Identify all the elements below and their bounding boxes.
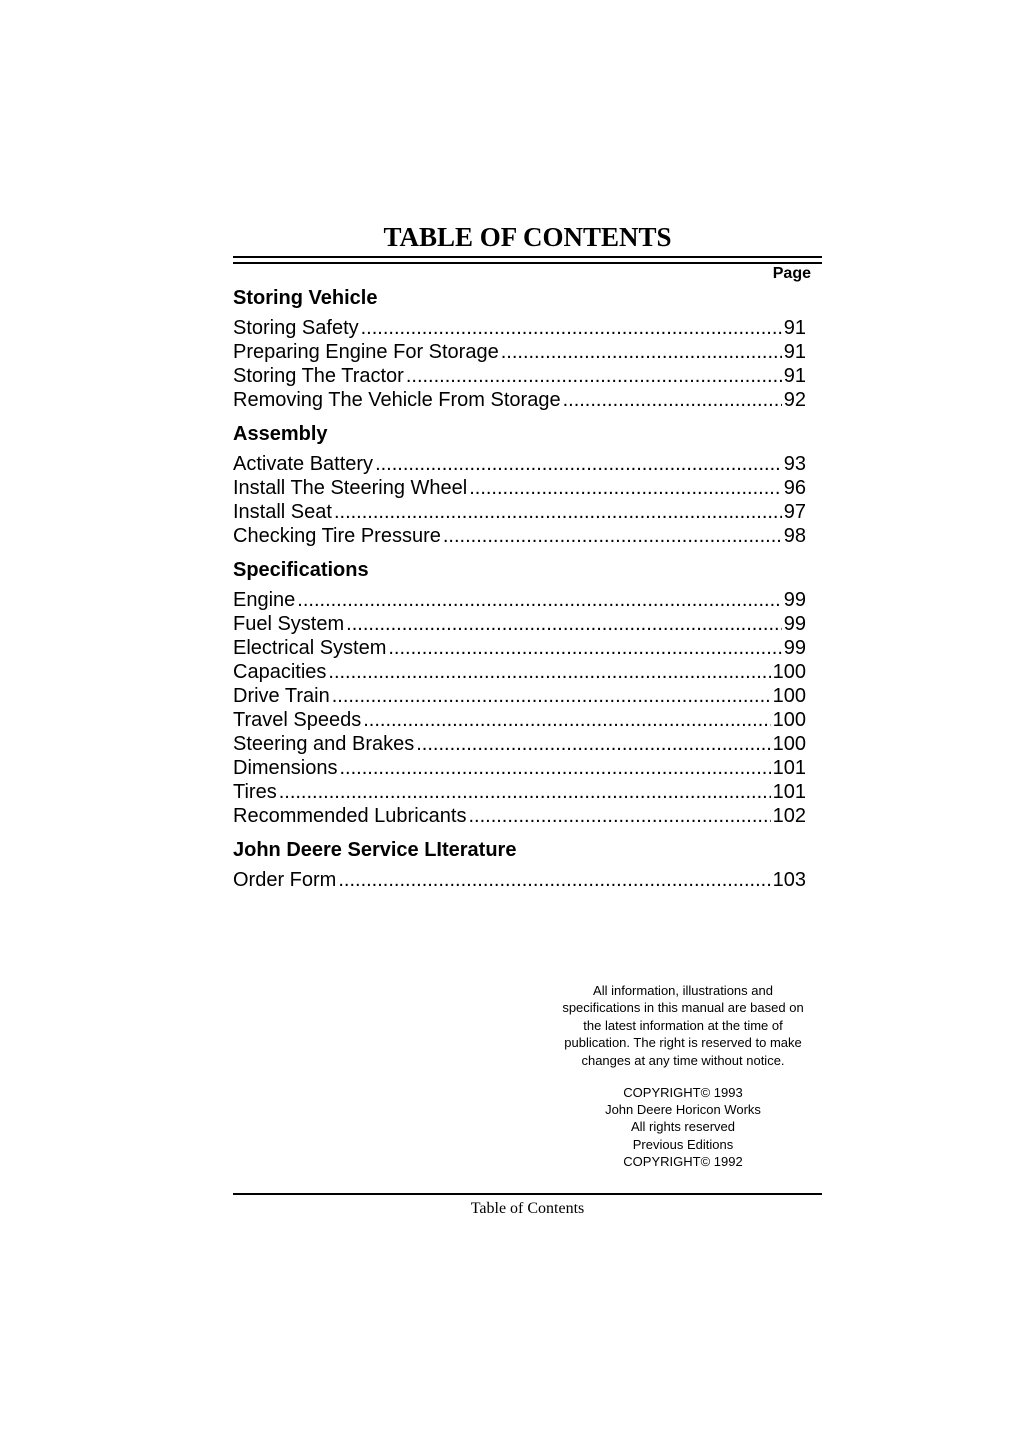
toc-entry-label: Preparing Engine For Storage <box>233 341 499 363</box>
toc-entry-page-number: 101 <box>772 757 806 779</box>
toc-entry-label: Install Seat <box>233 501 332 523</box>
toc-entry[interactable] <box>233 804 806 828</box>
dot-leader <box>339 756 770 780</box>
toc-entry-label: Tires <box>233 781 277 803</box>
toc-entry-page-number: 96 <box>783 477 806 499</box>
toc-entry-label: Capacities <box>233 661 327 683</box>
toc-entry-label: Install The Steering Wheel <box>233 477 468 499</box>
toc-entry[interactable] <box>233 388 806 412</box>
toc-entry-page-number: 99 <box>783 637 806 659</box>
toc-entry[interactable] <box>233 684 806 708</box>
dot-leader <box>346 612 782 636</box>
toc-entry-label: Fuel System <box>233 613 345 635</box>
notice-line: specifications in this manual are based on <box>562 1000 804 1016</box>
section-entries <box>233 588 806 828</box>
section-heading <box>233 420 806 452</box>
toc-entry-page-number: 98 <box>783 525 806 547</box>
toc-entry-label: Checking Tire Pressure <box>233 525 441 547</box>
notice-line: the latest information at the time of <box>583 1017 783 1033</box>
toc-entry[interactable] <box>233 316 806 340</box>
toc-entry-label: Engine <box>233 589 296 611</box>
toc-entry-page-number: 97 <box>783 501 806 523</box>
dot-leader <box>361 316 782 340</box>
section-heading <box>233 284 806 316</box>
notice-line: publication. The right is reserved to make <box>564 1035 802 1051</box>
toc-entry-label: Removing The Vehicle From Storage <box>233 389 561 411</box>
toc-entry-page-number: 91 <box>783 341 806 363</box>
page-column-label: Page <box>772 265 811 282</box>
section-heading-text: Storing Vehicle <box>233 287 378 309</box>
dot-leader <box>279 780 771 804</box>
toc-entry-page-number: 100 <box>772 661 806 683</box>
toc-entry-label: Electrical System <box>233 637 387 659</box>
toc-entry-label: Order Form <box>233 869 337 891</box>
title-double-rule <box>233 256 822 264</box>
toc-entry[interactable] <box>233 452 806 476</box>
dot-leader <box>563 388 782 412</box>
dot-leader <box>443 524 782 548</box>
section-entries <box>233 868 806 892</box>
toc-entry-label: Activate Battery <box>233 453 374 475</box>
toc-entry-page-number: 91 <box>783 317 806 339</box>
toc-entry-label: Drive Train <box>233 685 330 707</box>
toc-entry[interactable] <box>233 364 806 388</box>
dot-leader <box>388 636 781 660</box>
toc-entry[interactable] <box>233 732 806 756</box>
copyright-line: COPYRIGHT© 1993 <box>623 1085 743 1100</box>
toc-entry-label: Storing Safety <box>233 317 359 339</box>
toc-entry[interactable] <box>233 524 806 548</box>
toc-entry[interactable] <box>233 612 806 636</box>
copyright-line: John Deere Horicon Works <box>605 1102 761 1118</box>
toc-entry[interactable] <box>233 708 806 732</box>
toc-entry-label: Storing The Tractor <box>233 365 404 387</box>
dot-leader <box>416 732 770 756</box>
section-heading <box>233 836 806 868</box>
section-heading <box>233 556 806 588</box>
section-entries <box>233 452 806 548</box>
page-title: TABLE OF CONTENTS <box>383 222 672 252</box>
dot-leader <box>375 452 782 476</box>
toc-entry[interactable] <box>233 868 806 892</box>
dot-leader <box>332 684 771 708</box>
notice-line: All information, illustrations and <box>593 983 773 998</box>
dot-leader <box>328 660 770 684</box>
toc-entry-page-number: 100 <box>772 685 806 707</box>
dot-leader <box>468 804 770 828</box>
toc-entry-page-number: 92 <box>783 389 806 411</box>
toc-entry[interactable] <box>233 660 806 684</box>
toc-entry[interactable] <box>233 476 806 500</box>
toc-entry-label: Travel Speeds <box>233 709 362 731</box>
section-heading-text: John Deere Service LIterature <box>233 839 517 861</box>
table-of-contents <box>233 284 806 900</box>
copyright-block <box>543 1084 823 1170</box>
dot-leader <box>469 476 782 500</box>
toc-entry[interactable] <box>233 500 806 524</box>
toc-entry-page-number: 100 <box>772 709 806 731</box>
copyright-line: All rights reserved <box>630 1119 736 1135</box>
dot-leader <box>406 364 782 388</box>
disclaimer-notice <box>543 982 823 1069</box>
section-heading-text: Assembly <box>233 423 328 445</box>
toc-entry-label: Steering and Brakes <box>233 733 415 755</box>
toc-entry-page-number: 93 <box>783 453 806 475</box>
footer-rule <box>233 1193 822 1195</box>
toc-entry-page-number: 91 <box>783 365 806 387</box>
toc-entry-label: Recommended Lubricants <box>233 805 467 827</box>
section-entries <box>233 316 806 412</box>
dot-leader <box>338 868 770 892</box>
toc-entry-page-number: 99 <box>783 589 806 611</box>
section-heading-text: Specifications <box>233 559 369 581</box>
dot-leader <box>363 708 770 732</box>
toc-entry-page-number: 101 <box>772 781 806 803</box>
toc-entry[interactable] <box>233 588 806 612</box>
toc-entry-label: Dimensions <box>233 757 338 779</box>
footer-label: Table of Contents <box>470 1200 585 1217</box>
toc-entry-page-number: 100 <box>772 733 806 755</box>
toc-entry[interactable] <box>233 756 806 780</box>
notice-line: changes at any time without notice. <box>581 1052 785 1068</box>
dot-leader <box>334 500 782 524</box>
copyright-line: Previous Editions <box>632 1136 734 1152</box>
toc-entry-page-number: 102 <box>772 805 806 827</box>
copyright-line: COPYRIGHT© 1992 <box>623 1153 743 1169</box>
toc-entry[interactable] <box>233 340 806 364</box>
toc-entry[interactable] <box>233 780 806 804</box>
dot-leader <box>297 588 781 612</box>
toc-entry[interactable] <box>233 636 806 660</box>
toc-entry-page-number: 99 <box>783 613 806 635</box>
toc-entry-page-number: 103 <box>772 869 806 891</box>
dot-leader <box>501 340 782 364</box>
